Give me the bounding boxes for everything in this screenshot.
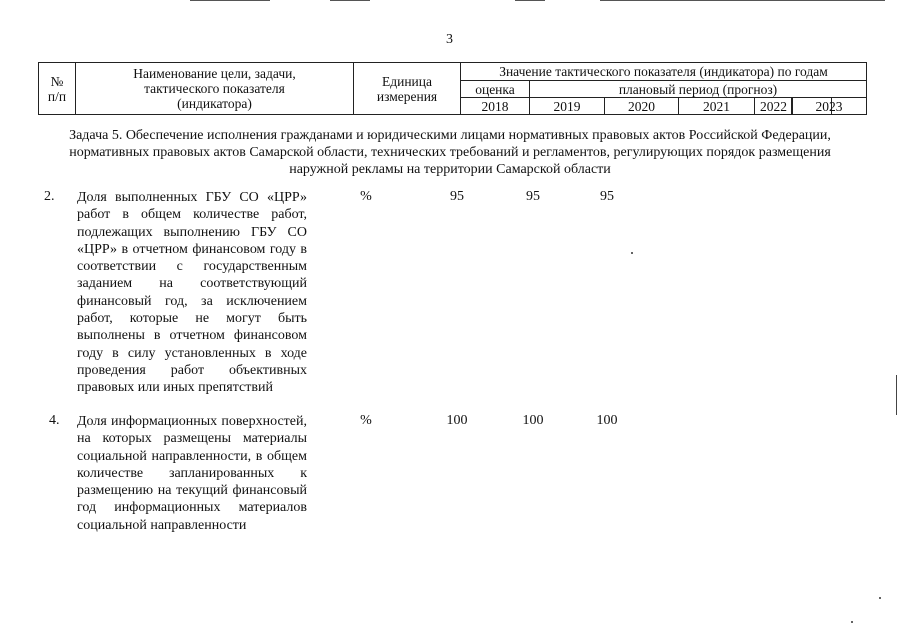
scan-speck bbox=[879, 597, 881, 599]
header-year-2018: 2018 bbox=[460, 97, 530, 115]
scan-line-4 bbox=[600, 0, 885, 1]
header-year-2022: 2022 bbox=[754, 97, 793, 115]
scan-speck bbox=[631, 252, 633, 254]
row-value-2018: 100 bbox=[446, 413, 468, 428]
header-col-name: Наименование цели, задачи, тактического показателя (индикатора) bbox=[75, 62, 354, 115]
row-unit: % bbox=[360, 413, 372, 428]
row-indicator-name: Доля выполненных ГБУ СО «ЦРР» работ в общем количестве работ, подлежащих выполнению ГБУ СО «ЦРР» в отчетном финансовом году в соответствии с государственным заданием на соответствующий финансовый год, за исключением работ, которые не могут быть выполнены в отчетном финансовом году в силу установленных в ходе проведения работ объективных правовых или иных препятствий bbox=[77, 190, 307, 396]
row-indicator-name: Доля информационных поверхностей, на которых размещены материалы социальной направленности, в общем количестве запланированных к размещению на текущий финансовый год информационных материалов социальной направленности bbox=[77, 414, 307, 533]
header-col-values: Значение тактического показателя (индикатора) по годам bbox=[460, 62, 867, 81]
page-number: 3 bbox=[446, 32, 453, 47]
row-unit: % bbox=[360, 189, 372, 204]
scan-line-3 bbox=[515, 0, 545, 1]
header-col-estimate: оценка bbox=[460, 80, 530, 98]
row-value-2019: 100 bbox=[522, 413, 544, 428]
header-year-2021: 2021 bbox=[678, 97, 755, 115]
row-value-2020: 95 bbox=[600, 189, 614, 204]
scan-line-1 bbox=[190, 0, 270, 1]
task-heading: Задача 5. Обеспечение исполнения гражданами и юридическими лицами нормативных правовых актов Российской Федерации, нормативных правовых актов Самарской области, технических требований и регламентов, регулирующих порядок размещения наружной рекламы на территории Самарской области bbox=[69, 128, 831, 177]
row-value-2018: 95 bbox=[450, 189, 464, 204]
scan-speck bbox=[851, 621, 853, 623]
row-value-2020: 100 bbox=[596, 413, 618, 428]
header-year-2023: 2023 bbox=[791, 97, 867, 115]
header-year-2019: 2019 bbox=[529, 97, 605, 115]
scan-line-2 bbox=[330, 0, 370, 1]
header-col-unit: Единица измерения bbox=[353, 62, 461, 115]
header-year-2020: 2020 bbox=[604, 97, 679, 115]
row-number: 4. bbox=[49, 413, 60, 428]
header-col-plan: плановый период (прогноз) bbox=[529, 80, 867, 98]
scan-edge-mark bbox=[896, 375, 897, 415]
row-number: 2. bbox=[44, 189, 55, 204]
header-col-number: № п/п bbox=[38, 62, 76, 115]
indicator-table-header bbox=[38, 62, 867, 115]
row-value-2019: 95 bbox=[526, 189, 540, 204]
